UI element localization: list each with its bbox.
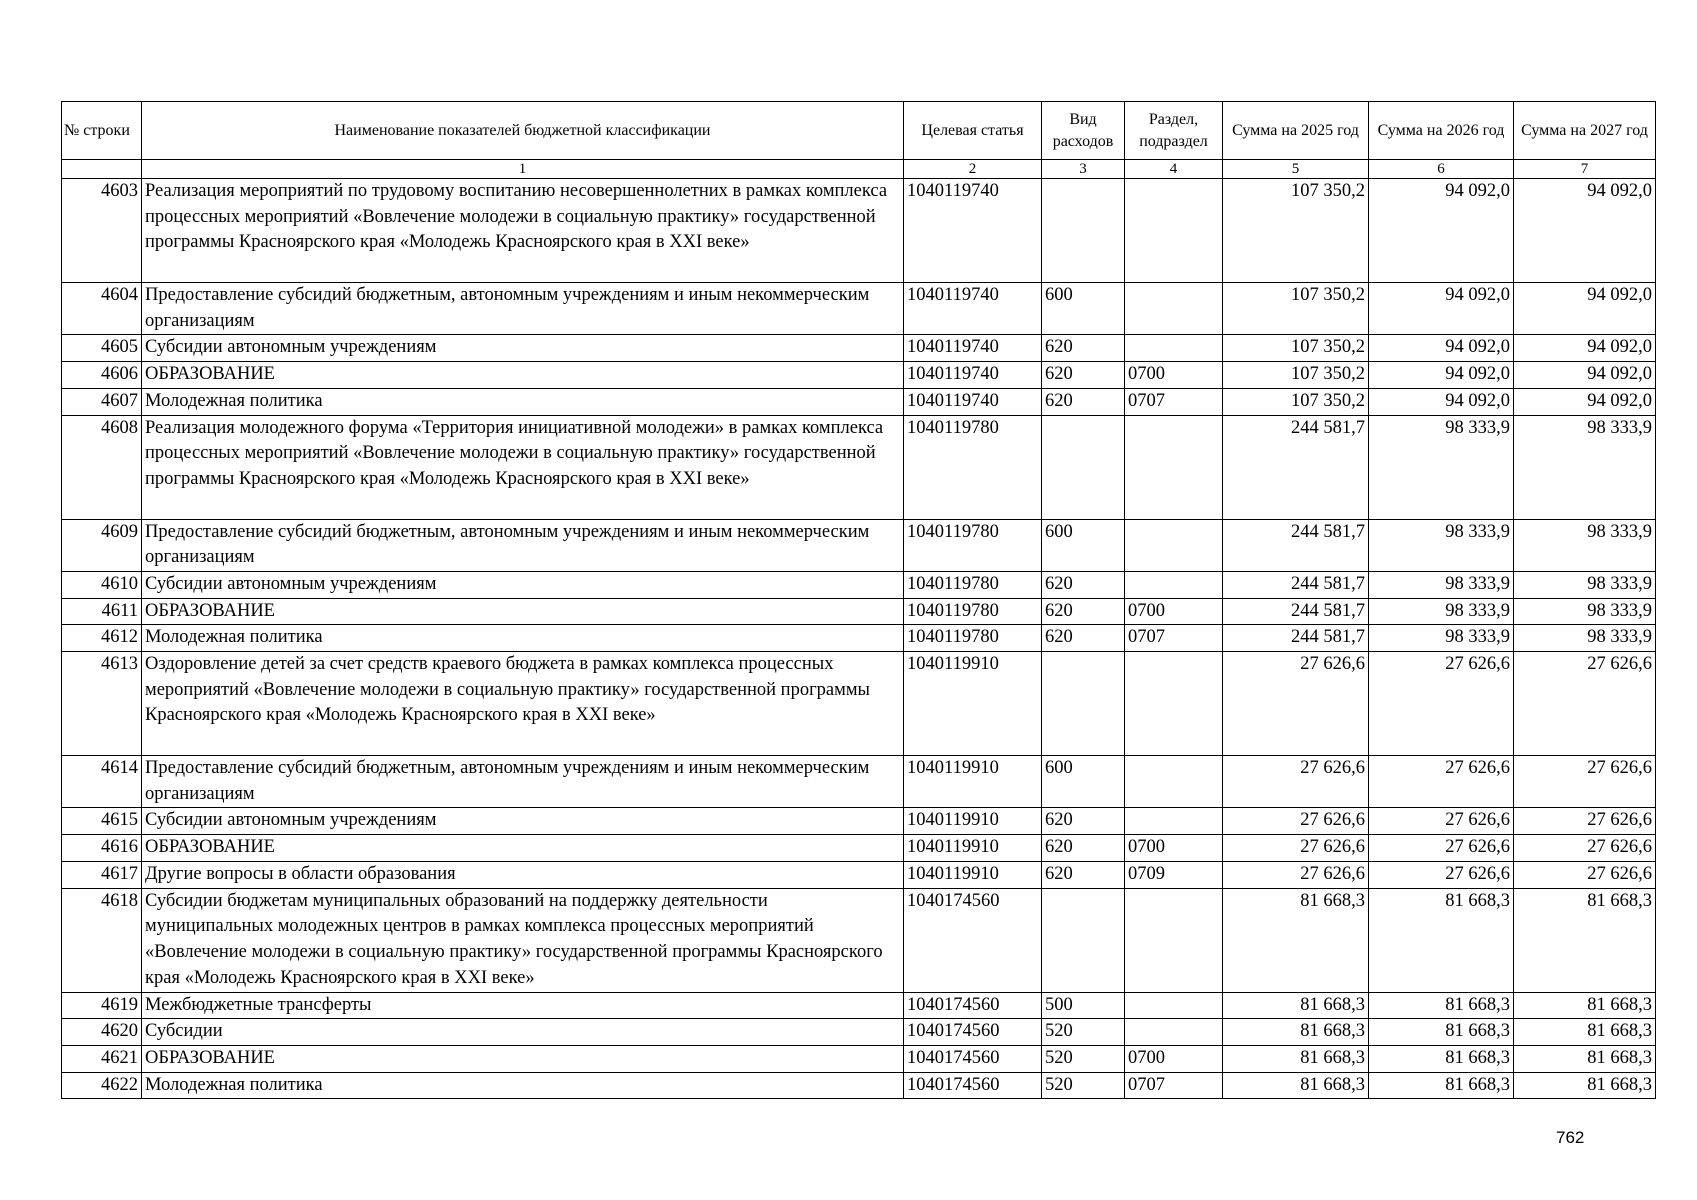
row-sum-2026: 98 333,9 (1369, 519, 1514, 571)
row-expense-type (1042, 415, 1125, 519)
row-sum-2025: 244 581,7 (1223, 519, 1369, 571)
row-target-code: 1040174560 (904, 1019, 1042, 1046)
row-number: 4615 (62, 808, 142, 835)
table-row (62, 519, 1656, 571)
row-section: 0709 (1125, 861, 1223, 888)
row-name: Субсидии бюджетам муниципальных образований на поддержку деятельности муниципальных молодежных центров в рамках комплекса процессных мероприятий «Вовлечение молодежи в социальную практику» государственной программы Красноярского края «Молодежь Красноярского края в XXI веке» (142, 888, 904, 992)
row-sum-2025: 107 350,2 (1223, 388, 1369, 415)
row-number: 4613 (62, 652, 142, 756)
row-sum-2027: 98 333,9 (1514, 625, 1656, 652)
row-expense-type: 620 (1042, 808, 1125, 835)
row-section: 0707 (1125, 625, 1223, 652)
row-sum-2027: 81 668,3 (1514, 1072, 1656, 1099)
row-sum-2025: 81 668,3 (1223, 992, 1369, 1019)
header-row (62, 102, 1656, 160)
row-sum-2026: 94 092,0 (1369, 388, 1514, 415)
row-target-code: 1040119780 (904, 415, 1042, 519)
row-section (1125, 519, 1223, 571)
row-number: 4612 (62, 625, 142, 652)
row-section (1125, 888, 1223, 992)
table-row (62, 835, 1656, 862)
row-sum-2025: 244 581,7 (1223, 571, 1369, 598)
row-section (1125, 652, 1223, 756)
row-sum-2026: 98 333,9 (1369, 571, 1514, 598)
row-sum-2027: 81 668,3 (1514, 992, 1656, 1019)
row-sum-2025: 81 668,3 (1223, 888, 1369, 992)
row-number: 4604 (62, 283, 142, 335)
table-row (62, 888, 1656, 992)
table-row (62, 362, 1656, 389)
row-sum-2025: 27 626,6 (1223, 861, 1369, 888)
row-sum-2026: 27 626,6 (1369, 652, 1514, 756)
table-row (62, 808, 1656, 835)
row-section: 0700 (1125, 1045, 1223, 1072)
row-target-code: 1040119780 (904, 519, 1042, 571)
row-number: 4611 (62, 598, 142, 625)
row-target-code: 1040174560 (904, 888, 1042, 992)
row-expense-type: 520 (1042, 1045, 1125, 1072)
row-name: ОБРАЗОВАНИЕ (142, 598, 904, 625)
row-section (1125, 756, 1223, 808)
row-sum-2026: 27 626,6 (1369, 835, 1514, 862)
row-target-code: 1040119910 (904, 808, 1042, 835)
row-name: Предоставление субсидий бюджетным, автономным учреждениям и иным некоммерческим организациям (142, 283, 904, 335)
row-section (1125, 808, 1223, 835)
row-sum-2027: 98 333,9 (1514, 598, 1656, 625)
row-target-code: 1040119740 (904, 179, 1042, 283)
row-name: Субсидии автономным учреждениям (142, 335, 904, 362)
row-sum-2027: 27 626,6 (1514, 861, 1656, 888)
table-row (62, 283, 1656, 335)
row-sum-2026: 94 092,0 (1369, 362, 1514, 389)
table-row (62, 415, 1656, 519)
column-number: 7 (1514, 160, 1656, 179)
row-target-code: 1040174560 (904, 992, 1042, 1019)
header-name: Наименование показателей бюджетной классификации (142, 102, 904, 160)
column-number: 2 (904, 160, 1042, 179)
row-sum-2027: 94 092,0 (1514, 283, 1656, 335)
column-number: 4 (1125, 160, 1223, 179)
row-number: 4608 (62, 415, 142, 519)
row-number: 4617 (62, 861, 142, 888)
row-name: Оздоровление детей за счет средств краевого бюджета в рамках комплекса процессных мероприятий «Вовлечение молодежи в социальную практику» государственной программы Красноярского края «Молодежь Красноярского края в XXI веке» (142, 652, 904, 756)
row-name: Другие вопросы в области образования (142, 861, 904, 888)
row-section: 0707 (1125, 1072, 1223, 1099)
table-row (62, 1019, 1656, 1046)
row-sum-2026: 94 092,0 (1369, 179, 1514, 283)
table-row (62, 992, 1656, 1019)
row-name: Реализация мероприятий по трудовому воспитанию несовершеннолетних в рамках комплекса процессных мероприятий «Вовлечение молодежи в социальную практику» государственной программы Красноярского края «Молодежь Красноярского края в XXI веке» (142, 179, 904, 283)
row-number: 4621 (62, 1045, 142, 1072)
row-sum-2025: 244 581,7 (1223, 415, 1369, 519)
row-name: Субсидии автономным учреждениям (142, 808, 904, 835)
row-expense-type (1042, 179, 1125, 283)
row-sum-2027: 94 092,0 (1514, 179, 1656, 283)
row-target-code: 1040119780 (904, 625, 1042, 652)
row-number: 4614 (62, 756, 142, 808)
budget-table (61, 101, 1656, 1099)
row-expense-type: 620 (1042, 362, 1125, 389)
row-section: 0707 (1125, 388, 1223, 415)
row-section (1125, 335, 1223, 362)
row-sum-2026: 81 668,3 (1369, 1045, 1514, 1072)
row-sum-2027: 94 092,0 (1514, 335, 1656, 362)
row-sum-2026: 98 333,9 (1369, 625, 1514, 652)
row-target-code: 1040119780 (904, 571, 1042, 598)
row-name: ОБРАЗОВАНИЕ (142, 835, 904, 862)
row-section (1125, 283, 1223, 335)
row-name: Предоставление субсидий бюджетным, автономным учреждениям и иным некоммерческим организациям (142, 519, 904, 571)
row-sum-2026: 81 668,3 (1369, 992, 1514, 1019)
column-number: 3 (1042, 160, 1125, 179)
row-expense-type: 600 (1042, 519, 1125, 571)
row-sum-2026: 27 626,6 (1369, 756, 1514, 808)
table-row (62, 625, 1656, 652)
row-sum-2026: 81 668,3 (1369, 1072, 1514, 1099)
row-target-code: 1040119740 (904, 335, 1042, 362)
row-target-code: 1040119740 (904, 362, 1042, 389)
row-expense-type (1042, 888, 1125, 992)
row-sum-2026: 94 092,0 (1369, 283, 1514, 335)
row-target-code: 1040174560 (904, 1072, 1042, 1099)
row-section (1125, 415, 1223, 519)
row-name: Субсидии (142, 1019, 904, 1046)
table-row (62, 1045, 1656, 1072)
row-expense-type: 620 (1042, 835, 1125, 862)
row-expense-type: 500 (1042, 992, 1125, 1019)
row-name: Реализация молодежного форума «Территория инициативной молодежи» в рамках комплекса процессных мероприятий «Вовлечение молодежи в социальную практику» государственной программы Красноярского края «Молодежь Красноярского края в XXI веке» (142, 415, 904, 519)
row-number: 4619 (62, 992, 142, 1019)
row-name: ОБРАЗОВАНИЕ (142, 362, 904, 389)
row-sum-2025: 81 668,3 (1223, 1045, 1369, 1072)
header-sum-2026: Сумма на 2026 год (1369, 102, 1514, 160)
row-sum-2027: 81 668,3 (1514, 888, 1656, 992)
row-section: 0700 (1125, 362, 1223, 389)
row-sum-2025: 107 350,2 (1223, 335, 1369, 362)
row-expense-type: 520 (1042, 1019, 1125, 1046)
header-razdel: Раздел, подраздел (1125, 102, 1223, 160)
row-section (1125, 571, 1223, 598)
table-row (62, 571, 1656, 598)
header-sum-2027: Сумма на 2027 год (1514, 102, 1656, 160)
header-vid: Вид расходов (1042, 102, 1125, 160)
row-number: 4603 (62, 179, 142, 283)
table-row (62, 179, 1656, 283)
row-sum-2027: 81 668,3 (1514, 1019, 1656, 1046)
row-target-code: 1040119910 (904, 756, 1042, 808)
column-number: 1 (142, 160, 904, 179)
row-section (1125, 992, 1223, 1019)
row-sum-2025: 107 350,2 (1223, 283, 1369, 335)
table-row (62, 861, 1656, 888)
row-sum-2025: 27 626,6 (1223, 652, 1369, 756)
row-section (1125, 1019, 1223, 1046)
row-sum-2027: 27 626,6 (1514, 835, 1656, 862)
row-expense-type: 620 (1042, 598, 1125, 625)
row-section: 0700 (1125, 598, 1223, 625)
column-number (62, 160, 142, 179)
row-number: 4609 (62, 519, 142, 571)
row-number: 4616 (62, 835, 142, 862)
row-sum-2027: 98 333,9 (1514, 519, 1656, 571)
row-name: ОБРАЗОВАНИЕ (142, 1045, 904, 1072)
row-sum-2027: 94 092,0 (1514, 362, 1656, 389)
table-header (62, 102, 1656, 179)
row-sum-2027: 27 626,6 (1514, 756, 1656, 808)
row-sum-2026: 98 333,9 (1369, 598, 1514, 625)
row-sum-2027: 98 333,9 (1514, 415, 1656, 519)
row-name: Молодежная политика (142, 388, 904, 415)
row-sum-2025: 27 626,6 (1223, 835, 1369, 862)
table-row (62, 335, 1656, 362)
row-number: 4605 (62, 335, 142, 362)
row-sum-2027: 98 333,9 (1514, 571, 1656, 598)
row-expense-type: 620 (1042, 861, 1125, 888)
row-sum-2027: 27 626,6 (1514, 652, 1656, 756)
row-sum-2026: 27 626,6 (1369, 861, 1514, 888)
row-sum-2025: 107 350,2 (1223, 362, 1369, 389)
column-number: 5 (1223, 160, 1369, 179)
table-row (62, 756, 1656, 808)
row-expense-type: 620 (1042, 388, 1125, 415)
row-expense-type: 620 (1042, 625, 1125, 652)
row-number: 4622 (62, 1072, 142, 1099)
row-target-code: 1040119780 (904, 598, 1042, 625)
row-expense-type: 620 (1042, 571, 1125, 598)
row-sum-2027: 81 668,3 (1514, 1045, 1656, 1072)
table-row (62, 1072, 1656, 1099)
table-row (62, 388, 1656, 415)
row-target-code: 1040119910 (904, 861, 1042, 888)
row-sum-2026: 81 668,3 (1369, 888, 1514, 992)
row-number: 4620 (62, 1019, 142, 1046)
row-section (1125, 179, 1223, 283)
header-row-number: № строки (62, 102, 142, 160)
row-name: Молодежная политика (142, 625, 904, 652)
row-target-code: 1040119910 (904, 835, 1042, 862)
row-expense-type: 520 (1042, 1072, 1125, 1099)
row-name: Межбюджетные трансферты (142, 992, 904, 1019)
row-target-code: 1040174560 (904, 1045, 1042, 1072)
row-number: 4607 (62, 388, 142, 415)
row-expense-type: 620 (1042, 335, 1125, 362)
row-target-code: 1040119740 (904, 283, 1042, 335)
row-target-code: 1040119740 (904, 388, 1042, 415)
table-row (62, 652, 1656, 756)
row-sum-2025: 27 626,6 (1223, 808, 1369, 835)
row-sum-2026: 98 333,9 (1369, 415, 1514, 519)
column-number-row (62, 160, 1656, 179)
row-number: 4610 (62, 571, 142, 598)
table-body (62, 179, 1656, 1099)
page-number: 762 (1556, 1128, 1585, 1147)
row-number: 4606 (62, 362, 142, 389)
row-sum-2025: 244 581,7 (1223, 625, 1369, 652)
row-name: Субсидии автономным учреждениям (142, 571, 904, 598)
row-expense-type: 600 (1042, 756, 1125, 808)
column-number: 6 (1369, 160, 1514, 179)
table-row (62, 598, 1656, 625)
row-sum-2026: 27 626,6 (1369, 808, 1514, 835)
row-section: 0700 (1125, 835, 1223, 862)
row-sum-2026: 81 668,3 (1369, 1019, 1514, 1046)
row-sum-2025: 107 350,2 (1223, 179, 1369, 283)
row-name: Предоставление субсидий бюджетным, автономным учреждениям и иным некоммерческим организациям (142, 756, 904, 808)
row-number: 4618 (62, 888, 142, 992)
row-sum-2027: 94 092,0 (1514, 388, 1656, 415)
header-sum-2025: Сумма на 2025 год (1223, 102, 1369, 160)
row-sum-2025: 244 581,7 (1223, 598, 1369, 625)
row-sum-2026: 94 092,0 (1369, 335, 1514, 362)
row-sum-2025: 27 626,6 (1223, 756, 1369, 808)
row-expense-type: 600 (1042, 283, 1125, 335)
row-target-code: 1040119910 (904, 652, 1042, 756)
row-sum-2025: 81 668,3 (1223, 1072, 1369, 1099)
row-sum-2025: 81 668,3 (1223, 1019, 1369, 1046)
row-expense-type (1042, 652, 1125, 756)
row-name: Молодежная политика (142, 1072, 904, 1099)
header-target: Целевая статья (904, 102, 1042, 160)
row-sum-2027: 27 626,6 (1514, 808, 1656, 835)
